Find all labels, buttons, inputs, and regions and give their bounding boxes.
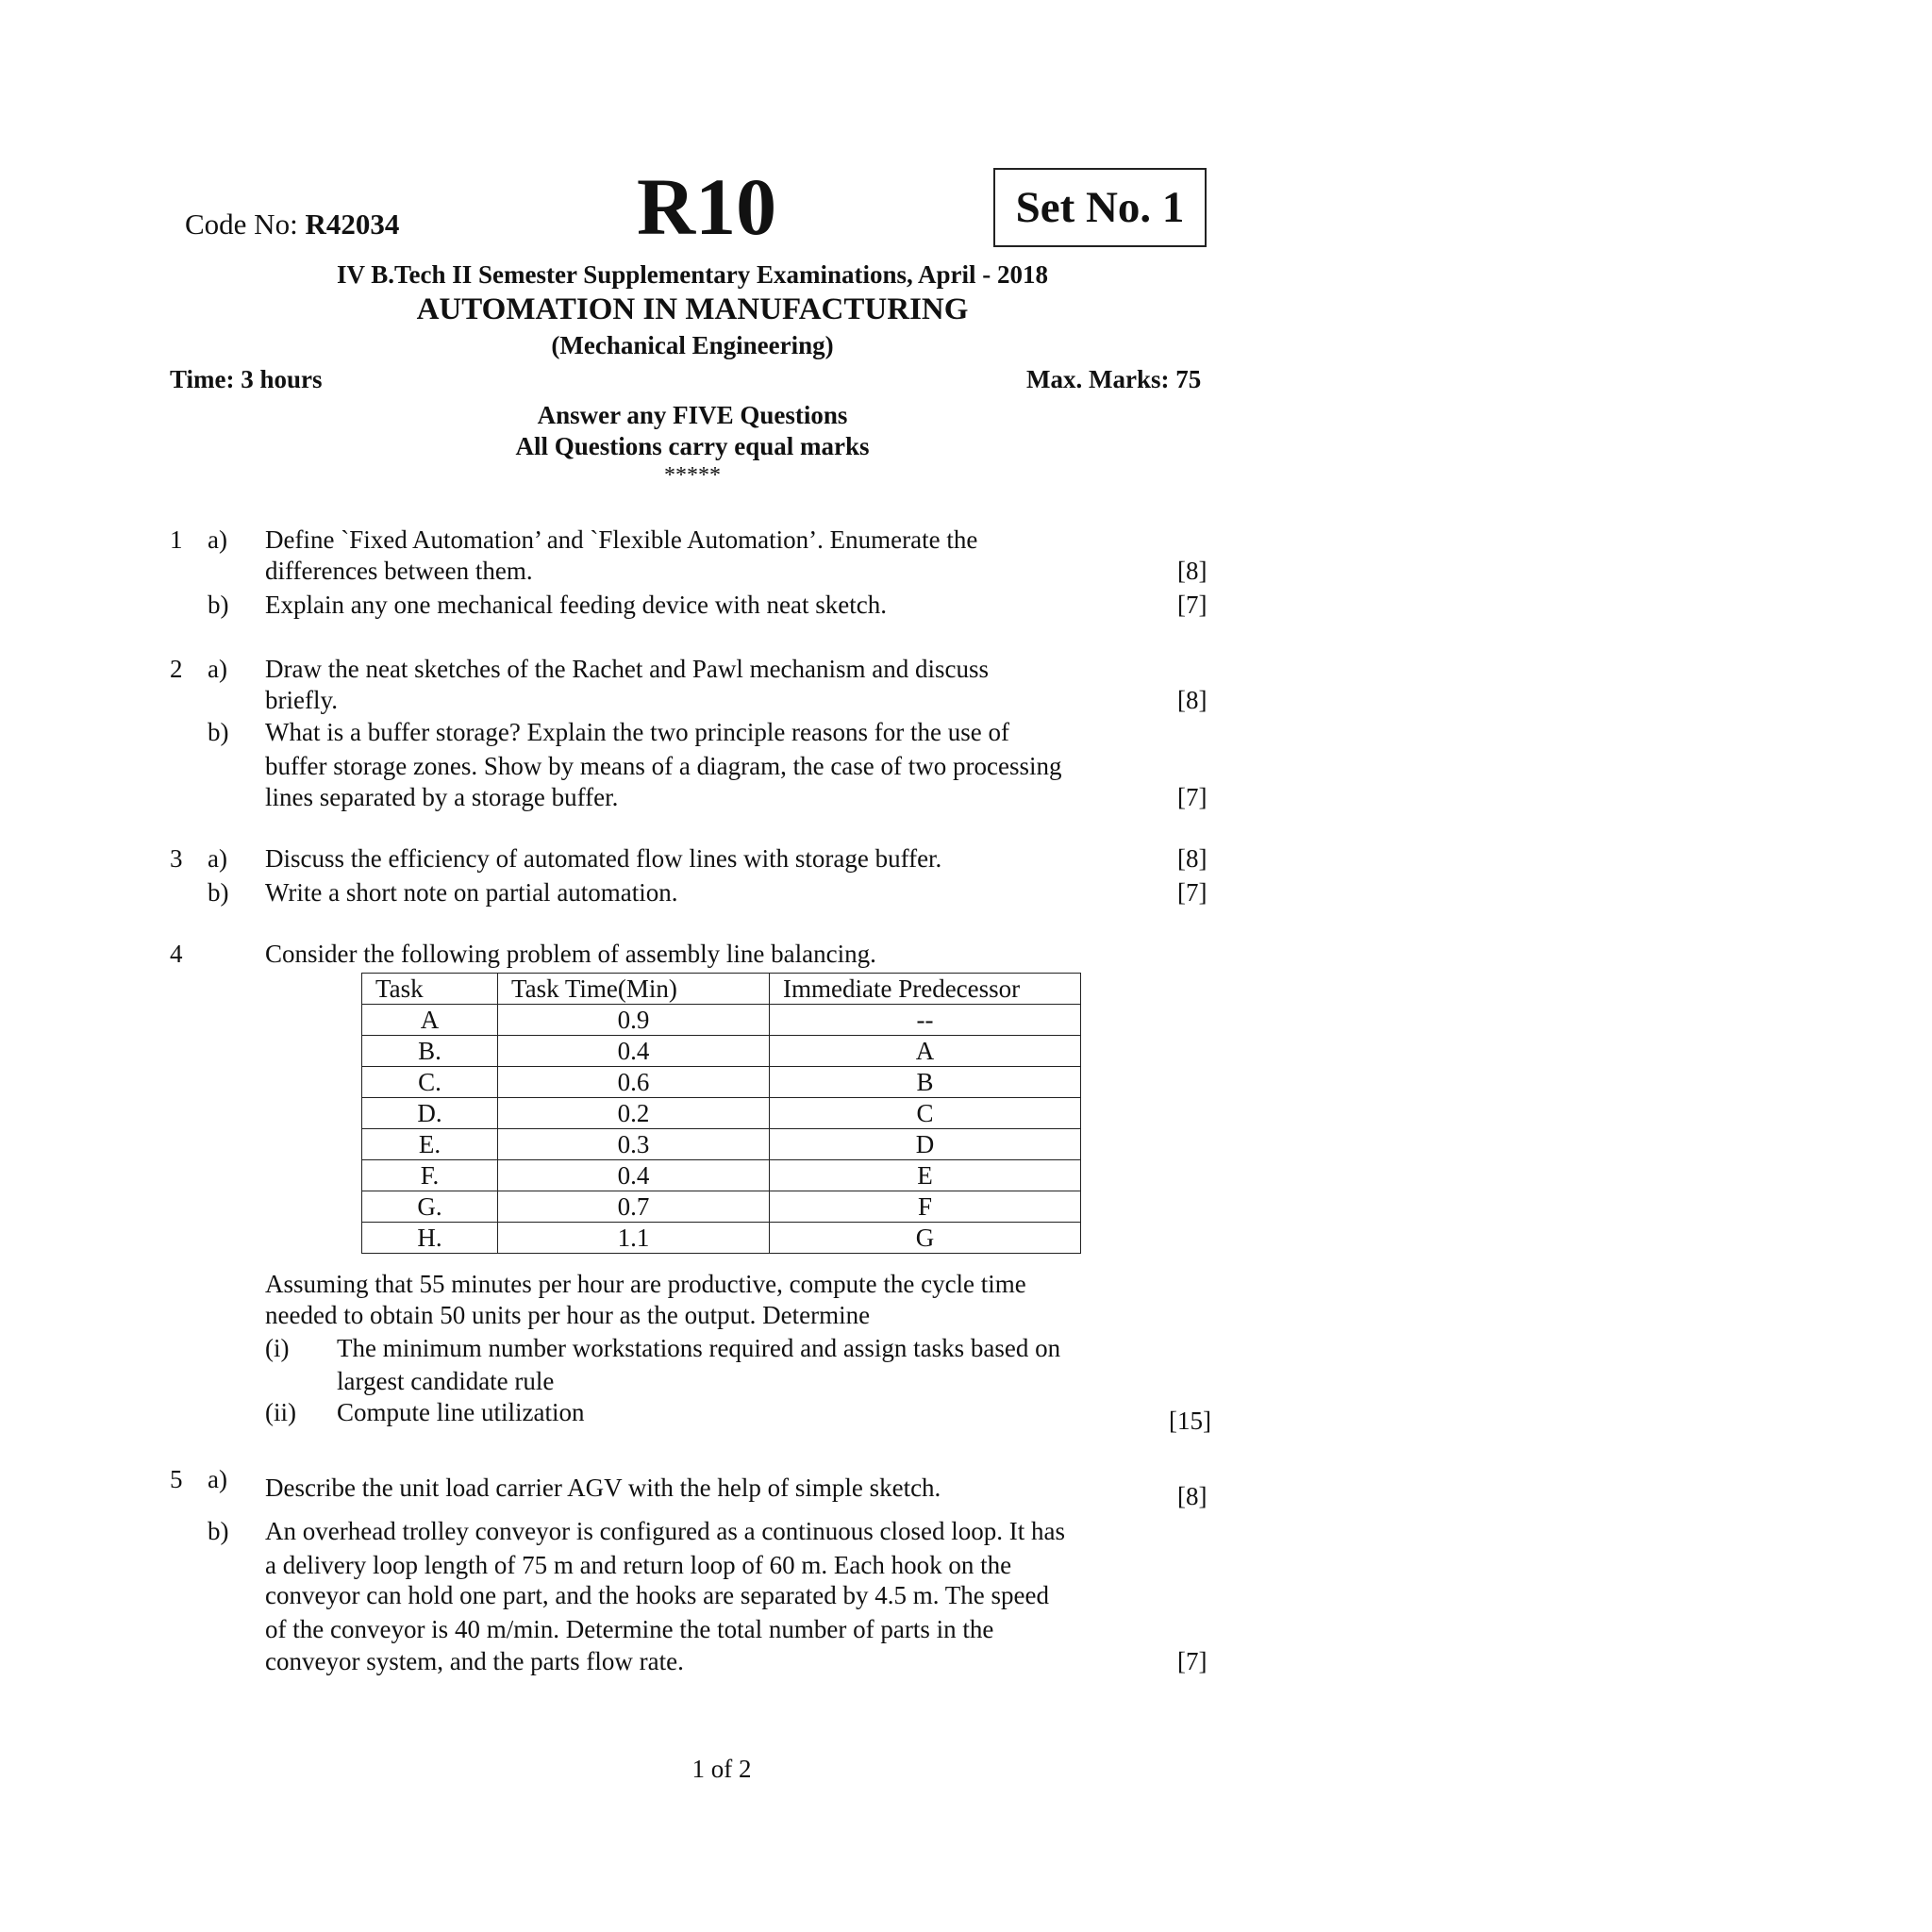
question-text: An overhead trolley conveyor is configured as a continuous closed loop. It has [265,1517,1066,1545]
question-text: Consider the following problem of assembly line balancing. [265,940,876,968]
table-header-cell: Task [362,974,498,1005]
table-cell: H. [362,1223,498,1254]
table-cell: 1.1 [498,1223,770,1254]
set-number: Set No. 1 [1015,183,1185,232]
part-label: b) [208,591,229,619]
marks: [7] [1177,1647,1208,1675]
question-text: a delivery loop length of 75 m and return loop of 60 m. Each hook on the [265,1551,1012,1579]
table-cell: 0.4 [498,1160,770,1191]
set-number-box [993,168,1207,247]
part-label: b) [208,1517,229,1545]
table-cell: D. [362,1098,498,1129]
question-text: What is a buffer storage? Explain the two principle reasons for the use of [265,718,1009,746]
marks: [8] [1177,557,1208,585]
question-number: 4 [170,940,183,968]
question-text: Define `Fixed Automation’ and `Flexible Automation’. Enumerate the [265,525,978,554]
question-text: conveyor can hold one part, and the hooks are separated by 4.5 m. The speed [265,1581,1049,1609]
code-label: Code No: [185,208,306,241]
table-row [362,1036,1081,1067]
branch: (Mechanical Engineering) [551,331,834,359]
subject-title [0,292,1385,327]
table-cell: D [770,1129,1081,1160]
page-number: 1 of 2 [691,1755,752,1783]
table-header-row [362,974,1081,1005]
marks: [8] [1177,1482,1208,1510]
marks: [15] [1169,1407,1211,1435]
part-label: a) [208,1465,227,1493]
table-cell: F. [362,1160,498,1191]
question-number: 3 [170,844,183,873]
table-cell: A [770,1036,1081,1067]
table-cell: 0.2 [498,1098,770,1129]
table-cell: C. [362,1067,498,1098]
question-number: 5 [170,1465,183,1493]
question-text: The minimum number workstations required and assign tasks based on [337,1334,1061,1362]
marks: [7] [1177,878,1208,907]
table-header-cell: Task Time(Min) [498,974,770,1005]
question-text: lines separated by a storage buffer. [265,783,619,811]
question-text: Write a short note on partial automation. [265,878,678,907]
table-row [362,1129,1081,1160]
table-cell: B. [362,1036,498,1067]
question-text: largest candidate rule [337,1367,555,1395]
regulation-title: R10 [637,161,777,252]
question-text: Explain any one mechanical feeding device with neat sketch. [265,591,887,619]
table-header-cell: Immediate Predecessor [770,974,1081,1005]
exam-line: IV B.Tech II Semester Supplementary Examinations, April - 2018 [336,260,1049,289]
table-row [362,1191,1081,1223]
question-text: Draw the neat sketches of the Rachet and Pawl mechanism and discuss [265,655,990,683]
subpart-label: (i) [265,1334,290,1362]
part-label: b) [208,718,229,746]
question-text: Describe the unit load carrier AGV with the help of simple sketch. [265,1474,941,1502]
table-cell: 0.6 [498,1067,770,1098]
part-label: a) [208,844,227,873]
marks: [8] [1177,844,1208,873]
code-number [185,208,399,242]
marks: [7] [1177,591,1208,619]
part-label: a) [208,525,227,554]
table-row [362,1098,1081,1129]
code-value: R42034 [305,208,400,241]
table-cell: E [770,1160,1081,1191]
subject-text: AUTOMATION IN MANUFACTURING [416,292,969,326]
question-text: conveyor system, and the parts flow rate. [265,1647,684,1675]
part-label: b) [208,878,229,907]
question-text: Assuming that 55 minutes per hour are productive, compute the cycle time [265,1270,1026,1298]
time-allowed: Time: 3 hours [170,365,323,393]
table-row [362,1067,1081,1098]
question-text: Compute line utilization [337,1398,585,1426]
instruction-answer: Answer any FIVE Questions [537,401,848,429]
question-text: briefly. [265,686,338,714]
table-row [362,1223,1081,1254]
table-cell: 0.9 [498,1005,770,1036]
table-cell: G [770,1223,1081,1254]
table-cell: G. [362,1191,498,1223]
subpart-label: (ii) [265,1398,296,1426]
task-table [361,973,1081,1254]
max-marks: Max. Marks: 75 [1026,365,1202,393]
question-text: needed to obtain 50 units per hour as the output. Determine [265,1301,871,1329]
table-cell: E. [362,1129,498,1160]
table-cell: 0.3 [498,1129,770,1160]
table-cell: 0.4 [498,1036,770,1067]
separator-stars: ***** [664,463,721,488]
table-cell: F [770,1191,1081,1223]
table-cell: B [770,1067,1081,1098]
question-text: buffer storage zones. Show by means of a diagram, the case of two processing [265,752,1062,780]
marks: [7] [1177,783,1208,811]
table-cell: A [362,1005,498,1036]
table-cell: C [770,1098,1081,1129]
table-row [362,1005,1081,1036]
table-cell: 0.7 [498,1191,770,1223]
table-cell: -- [770,1005,1081,1036]
instruction-marks: All Questions carry equal marks [515,432,870,460]
question-text: of the conveyor is 40 m/min. Determine the total number of parts in the [265,1615,994,1643]
question-text: differences between them. [265,557,533,585]
question-number: 2 [170,655,183,683]
table-row [362,1160,1081,1191]
marks: [8] [1177,686,1208,714]
part-label: a) [208,655,227,683]
question-text: Discuss the efficiency of automated flow lines with storage buffer. [265,844,942,873]
question-number: 1 [170,525,183,554]
